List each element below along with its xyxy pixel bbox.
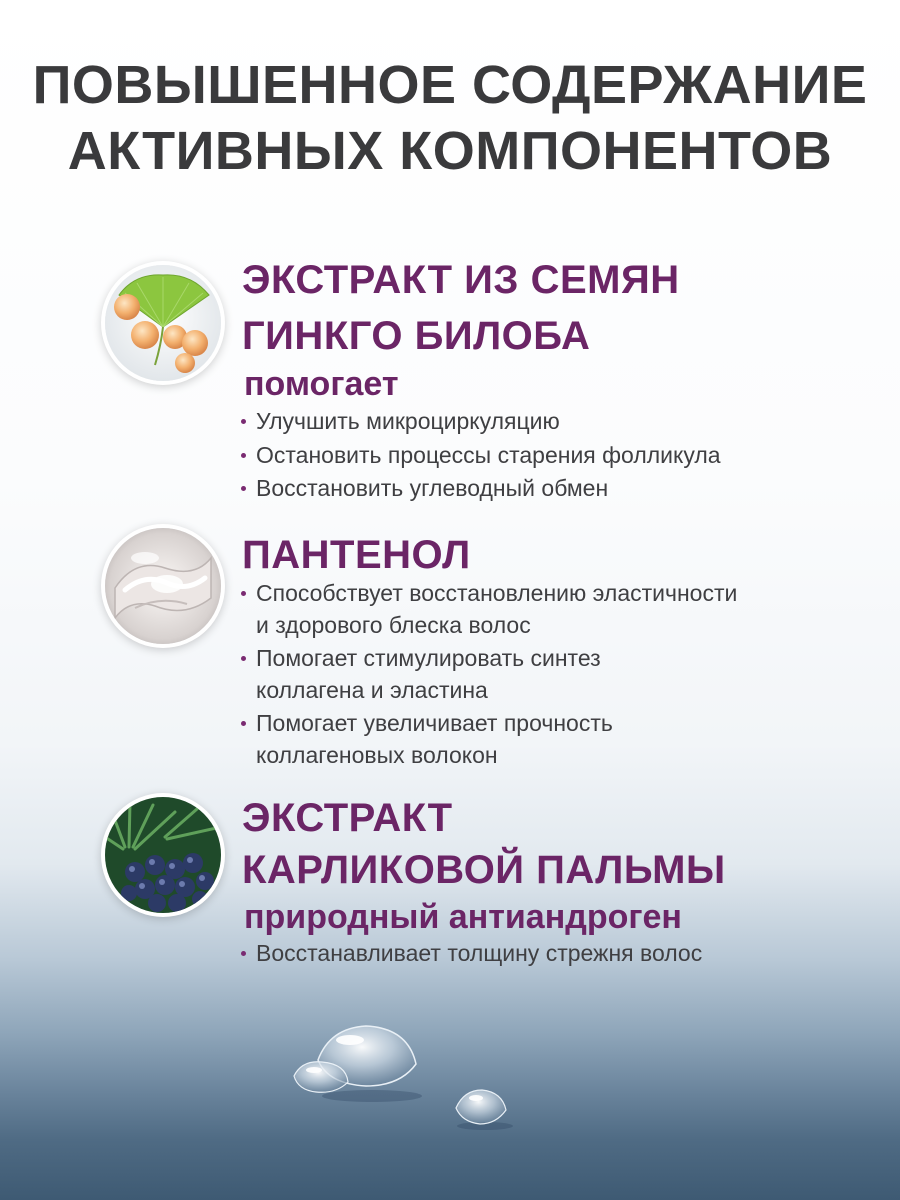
saw-palmetto-subtitle: природный антиандроген	[244, 898, 682, 936]
water-drops-decoration	[280, 1010, 520, 1130]
saw-palmetto-berries-icon	[105, 797, 221, 913]
panthenol-cream-icon	[105, 528, 221, 644]
bullet-dot-icon	[241, 486, 246, 491]
list-item: Улучшить микроциркуляцию	[240, 406, 721, 438]
list-item: Способствует восстановлению эластичности и здорового блеска волос	[240, 578, 737, 641]
bullet-dot-icon	[241, 419, 246, 424]
bullet-dot-icon	[241, 453, 246, 458]
list-item: Восстанавливает толщину стрежня волос	[240, 938, 702, 970]
bullet-dot-icon	[241, 591, 246, 596]
ginkgo-title-line-2: ГИНКГО БИЛОБА	[242, 314, 591, 358]
ginkgo-title-line-1: ЭКСТРАКТ ИЗ СЕМЯН	[242, 258, 680, 302]
panthenol-title: ПАНТЕНОЛ	[242, 533, 471, 577]
saw-palmetto-title-line-1: ЭКСТРАКТ	[242, 796, 453, 840]
list-item: Остановить процессы старения фолликула	[240, 440, 721, 472]
bullet-dot-icon	[241, 656, 246, 661]
ginkgo-leaf-seeds-icon	[105, 265, 221, 381]
ginkgo-subtitle: помогает	[244, 365, 399, 403]
bullet-dot-icon	[241, 721, 246, 726]
bullet-dot-icon	[241, 951, 246, 956]
saw-palmetto-title-line-2: КАРЛИКОВОЙ ПАЛЬМЫ	[242, 848, 726, 892]
headline-line-2: АКТИВНЫХ КОМПОНЕНТОВ	[67, 121, 833, 181]
saw-palmetto-bullet-list	[240, 938, 702, 972]
page-headline	[0, 52, 900, 184]
list-item: Помогает стимулировать синтез коллагена и эластина	[240, 643, 737, 706]
list-item: Помогает увеличивает прочность коллагеновых волокон	[240, 708, 737, 771]
list-item: Восстановить углеводный обмен	[240, 473, 721, 505]
headline-line-1: ПОВЫШЕННОЕ СОДЕРЖАНИЕ	[32, 55, 868, 115]
ginkgo-bullet-list	[240, 406, 721, 507]
panthenol-bullet-list	[240, 578, 737, 773]
